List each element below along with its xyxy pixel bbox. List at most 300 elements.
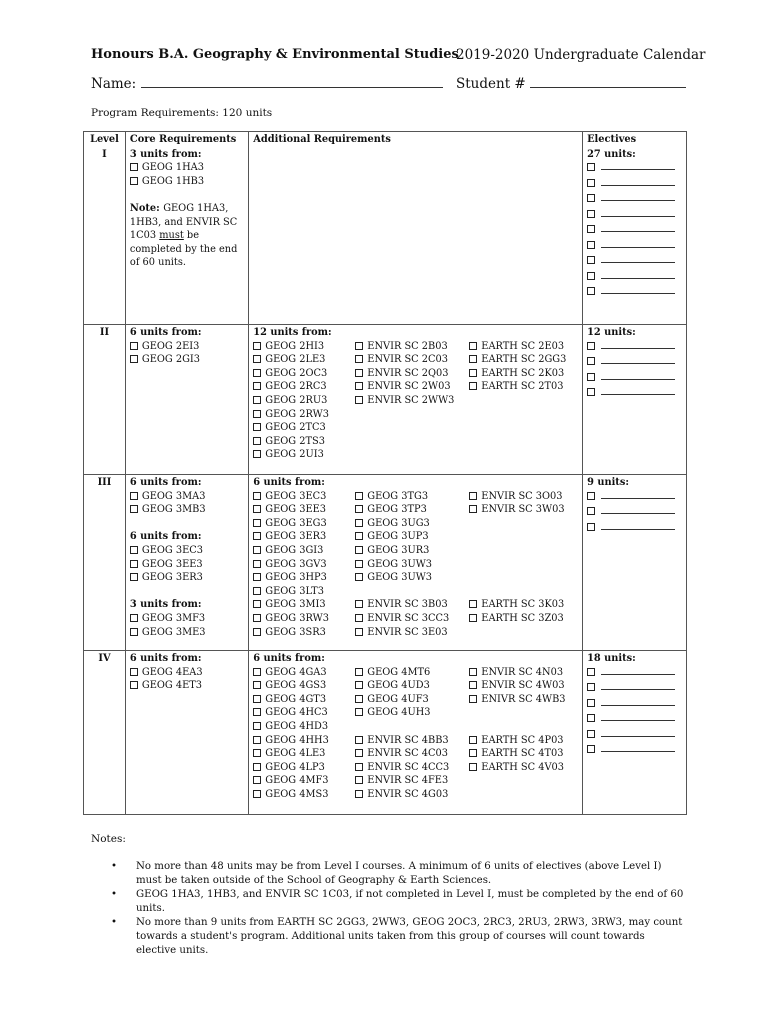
elective-line[interactable] bbox=[601, 521, 675, 530]
course-item bbox=[253, 517, 355, 531]
checkbox[interactable] bbox=[355, 560, 363, 568]
course-code: GEOG 4HD3 bbox=[265, 721, 329, 733]
checkbox[interactable] bbox=[253, 437, 261, 445]
checkbox[interactable] bbox=[355, 681, 363, 689]
checkbox[interactable] bbox=[587, 241, 595, 249]
elective-line[interactable] bbox=[601, 355, 675, 364]
group-title: 3 units from: bbox=[129, 148, 202, 160]
course-item bbox=[253, 720, 355, 734]
course-item bbox=[469, 367, 566, 381]
checkbox[interactable] bbox=[130, 546, 138, 554]
checkbox[interactable] bbox=[469, 355, 477, 363]
spacer bbox=[469, 720, 565, 734]
elective-slot[interactable] bbox=[587, 270, 682, 286]
course-code: GEOG 3UW3 bbox=[367, 572, 433, 584]
checkbox[interactable] bbox=[130, 668, 138, 676]
course-code: ENVIR SC 3W03 bbox=[481, 504, 565, 516]
checkbox[interactable] bbox=[355, 600, 363, 608]
level-cell: III bbox=[84, 475, 126, 651]
checkbox[interactable] bbox=[253, 749, 261, 757]
group-title: 6 units from: bbox=[253, 477, 325, 489]
checkbox[interactable] bbox=[130, 681, 138, 689]
additional-cell bbox=[249, 651, 583, 815]
course-code: GEOG 3MF3 bbox=[141, 613, 206, 625]
checkbox[interactable] bbox=[587, 194, 595, 202]
course-code: GEOG 3ER3 bbox=[141, 572, 203, 584]
checkbox[interactable] bbox=[355, 342, 363, 350]
checkbox[interactable] bbox=[253, 382, 261, 390]
checkbox[interactable] bbox=[253, 546, 261, 554]
checkbox[interactable] bbox=[253, 423, 261, 431]
checkbox[interactable] bbox=[355, 505, 363, 513]
course-item bbox=[130, 666, 244, 680]
course-item bbox=[253, 761, 355, 775]
checkbox[interactable] bbox=[253, 668, 261, 676]
elective-slot[interactable] bbox=[587, 254, 682, 270]
program-requirements: Program Requirements: 120 units bbox=[91, 107, 273, 119]
checkbox[interactable] bbox=[587, 730, 595, 738]
electives-cell bbox=[583, 651, 687, 815]
spacer bbox=[469, 544, 564, 558]
core-cell bbox=[125, 325, 248, 475]
elective-line[interactable] bbox=[601, 161, 675, 170]
elective-line[interactable] bbox=[601, 743, 675, 752]
electives-title: 12 units: bbox=[587, 327, 636, 339]
checkbox[interactable] bbox=[130, 560, 138, 568]
course-item bbox=[355, 612, 469, 626]
course-item bbox=[130, 679, 244, 693]
checkbox[interactable] bbox=[253, 708, 261, 716]
checkbox[interactable] bbox=[253, 790, 261, 798]
checkbox[interactable] bbox=[587, 388, 595, 396]
checkbox[interactable] bbox=[355, 532, 363, 540]
checkbox[interactable] bbox=[253, 600, 261, 608]
checkbox[interactable] bbox=[130, 355, 138, 363]
course-code: GEOG 2RW3 bbox=[265, 408, 329, 420]
elective-line[interactable] bbox=[601, 177, 675, 186]
checkbox[interactable] bbox=[253, 763, 261, 771]
course-item bbox=[355, 598, 469, 612]
course-item bbox=[355, 530, 469, 544]
course-code: GEOG 4UH3 bbox=[367, 707, 431, 719]
course-column bbox=[469, 340, 566, 462]
checkbox[interactable] bbox=[469, 505, 477, 513]
checkbox[interactable] bbox=[587, 373, 595, 381]
course-code: GEOG 2OC3 bbox=[265, 367, 328, 379]
checkbox[interactable] bbox=[253, 492, 261, 500]
course-code: ENVIR SC 4N03 bbox=[481, 666, 564, 678]
checkbox[interactable] bbox=[253, 355, 261, 363]
notes-title: Notes: bbox=[91, 833, 126, 845]
course-code: ENVIR SC 4W03 bbox=[481, 680, 565, 692]
checkbox[interactable] bbox=[253, 396, 261, 404]
checkbox[interactable] bbox=[587, 745, 595, 753]
course-item bbox=[253, 693, 355, 707]
checkbox[interactable] bbox=[469, 369, 477, 377]
elective-line[interactable] bbox=[601, 192, 675, 201]
program-title: Honours B.A. Geography & Environmental Studies bbox=[91, 47, 459, 62]
checkbox[interactable] bbox=[130, 342, 138, 350]
checkbox[interactable] bbox=[253, 681, 261, 689]
course-code: GEOG 4EA3 bbox=[141, 666, 203, 678]
course-column bbox=[355, 666, 469, 802]
course-code: EARTH SC 2T03 bbox=[481, 381, 564, 393]
course-code: GEOG 3ME3 bbox=[141, 626, 206, 638]
elective-slot[interactable] bbox=[587, 386, 682, 402]
course-item bbox=[355, 340, 469, 354]
electives-cell bbox=[583, 325, 687, 475]
checkbox[interactable] bbox=[587, 507, 595, 515]
checkbox[interactable] bbox=[253, 722, 261, 730]
course-code: GEOG 4MT6 bbox=[367, 666, 431, 678]
checkbox[interactable] bbox=[355, 396, 363, 404]
elective-slot[interactable] bbox=[587, 192, 682, 208]
elective-line[interactable] bbox=[601, 270, 675, 279]
name-field[interactable] bbox=[91, 76, 443, 92]
checkbox[interactable] bbox=[587, 699, 595, 707]
course-code: EARTH SC 2E03 bbox=[481, 340, 565, 352]
note-item: • No more than 48 units may be from Level I courses. A minimum of 6 units of electives (above Level I) must be taken outside of the School of Geography & Earth Sciences. bbox=[111, 860, 686, 888]
checkbox[interactable] bbox=[130, 163, 138, 171]
course-code: GEOG 3UW3 bbox=[367, 558, 433, 570]
elective-line[interactable] bbox=[601, 208, 675, 217]
level-row bbox=[84, 651, 687, 815]
elective-slot[interactable] bbox=[587, 490, 682, 506]
elective-line[interactable] bbox=[601, 371, 675, 380]
elective-line[interactable] bbox=[601, 223, 675, 232]
elective-slot[interactable] bbox=[587, 728, 682, 744]
checkbox[interactable] bbox=[355, 382, 363, 390]
checkbox[interactable] bbox=[587, 225, 595, 233]
course-code: ENVIR SC 3O03 bbox=[481, 490, 563, 502]
course-item bbox=[253, 598, 355, 612]
course-code: GEOG 3ER3 bbox=[265, 531, 327, 543]
checkbox[interactable] bbox=[253, 614, 261, 622]
checkbox[interactable] bbox=[587, 683, 595, 691]
checkbox[interactable] bbox=[355, 519, 363, 527]
course-item bbox=[253, 490, 355, 504]
checkbox[interactable] bbox=[587, 492, 595, 500]
header-level: Level bbox=[84, 132, 126, 147]
course-code: GEOG 3LT3 bbox=[265, 585, 324, 597]
checkbox[interactable] bbox=[253, 695, 261, 703]
course-code: EARTH SC 2GG3 bbox=[481, 354, 567, 366]
course-item bbox=[355, 761, 469, 775]
elective-slot[interactable] bbox=[587, 161, 682, 177]
checkbox[interactable] bbox=[469, 600, 477, 608]
course-item bbox=[130, 503, 244, 517]
level-cell: II bbox=[84, 325, 126, 475]
spacer bbox=[469, 530, 564, 544]
note-label: Note: bbox=[129, 202, 164, 214]
elective-slot[interactable] bbox=[587, 285, 682, 301]
checkbox[interactable] bbox=[587, 179, 595, 187]
checkbox[interactable] bbox=[253, 628, 261, 636]
elective-line[interactable] bbox=[601, 728, 675, 737]
checkbox[interactable] bbox=[355, 776, 363, 784]
student-label: Student # bbox=[456, 76, 526, 92]
checkbox[interactable] bbox=[469, 342, 477, 350]
course-item bbox=[130, 544, 244, 558]
checkbox[interactable] bbox=[469, 749, 477, 757]
spacer bbox=[469, 517, 564, 531]
checkbox[interactable] bbox=[253, 519, 261, 527]
checkbox[interactable] bbox=[253, 573, 261, 581]
checkbox[interactable] bbox=[130, 614, 138, 622]
spacer bbox=[469, 585, 564, 599]
spacer bbox=[469, 571, 564, 585]
course-columns bbox=[253, 340, 578, 462]
course-code: ENVIR SC 4BB3 bbox=[367, 734, 449, 746]
course-item bbox=[355, 490, 469, 504]
course-item bbox=[130, 558, 244, 572]
course-item bbox=[253, 421, 355, 435]
spacer bbox=[130, 188, 244, 202]
group-title: 12 units from: bbox=[253, 327, 332, 339]
checkbox[interactable] bbox=[587, 210, 595, 218]
checkbox[interactable] bbox=[587, 523, 595, 531]
checkbox[interactable] bbox=[355, 492, 363, 500]
course-code: GEOG 3UG3 bbox=[367, 517, 430, 529]
elective-slot[interactable] bbox=[587, 371, 682, 387]
course-code: GEOG 3EC3 bbox=[141, 545, 203, 557]
elective-slot[interactable] bbox=[587, 505, 682, 521]
elective-line[interactable] bbox=[601, 254, 675, 263]
course-code: ENVIR SC 4FE3 bbox=[367, 775, 449, 787]
checkbox[interactable] bbox=[469, 736, 477, 744]
course-item bbox=[253, 734, 355, 748]
checkbox[interactable] bbox=[469, 695, 477, 703]
checkbox[interactable] bbox=[587, 163, 595, 171]
course-item bbox=[253, 571, 355, 585]
core-cell bbox=[125, 475, 248, 651]
course-item bbox=[253, 774, 355, 788]
checkbox[interactable] bbox=[587, 256, 595, 264]
elective-slot[interactable] bbox=[587, 239, 682, 255]
level-row bbox=[84, 325, 687, 475]
group-title: 6 units from: bbox=[129, 477, 202, 489]
group-title: 6 units from: bbox=[253, 653, 325, 665]
checkbox[interactable] bbox=[130, 628, 138, 636]
elective-line[interactable] bbox=[601, 505, 675, 514]
course-code: GEOG 2GI3 bbox=[141, 354, 201, 366]
elective-slot[interactable] bbox=[587, 177, 682, 193]
checkbox[interactable] bbox=[469, 382, 477, 390]
course-item bbox=[253, 408, 355, 422]
course-column bbox=[355, 490, 469, 640]
course-item bbox=[253, 503, 355, 517]
checkbox[interactable] bbox=[587, 287, 595, 295]
electives-title: 18 units: bbox=[587, 653, 636, 665]
elective-slot[interactable] bbox=[587, 340, 682, 356]
checkbox[interactable] bbox=[355, 369, 363, 377]
course-code: GEOG 3UR3 bbox=[367, 545, 430, 557]
course-code: GEOG 3MI3 bbox=[265, 599, 326, 611]
course-item bbox=[130, 490, 244, 504]
elective-slot[interactable] bbox=[587, 681, 682, 697]
checkbox[interactable] bbox=[355, 763, 363, 771]
checkbox[interactable] bbox=[355, 695, 363, 703]
elective-line[interactable] bbox=[601, 712, 675, 721]
checkbox[interactable] bbox=[587, 357, 595, 365]
course-item bbox=[469, 679, 565, 693]
checkbox[interactable] bbox=[469, 492, 477, 500]
group-title: 6 units from: bbox=[129, 327, 202, 339]
student-number-line[interactable] bbox=[530, 76, 686, 88]
course-code: GEOG 4GT3 bbox=[265, 693, 327, 705]
level-cell: I bbox=[84, 147, 126, 325]
course-item bbox=[253, 367, 355, 381]
note-text: GEOG 1HA3, 1HB3, and ENVIR SC 1C03 bbox=[129, 202, 238, 242]
elective-line[interactable] bbox=[601, 681, 675, 690]
checkbox[interactable] bbox=[355, 736, 363, 744]
checkbox[interactable] bbox=[355, 355, 363, 363]
student-number-field[interactable] bbox=[456, 76, 686, 92]
checkbox[interactable] bbox=[130, 492, 138, 500]
elective-slot[interactable] bbox=[587, 223, 682, 239]
course-item bbox=[355, 679, 469, 693]
course-item bbox=[469, 340, 566, 354]
course-code: GEOG 2TC3 bbox=[265, 422, 326, 434]
checkbox[interactable] bbox=[253, 776, 261, 784]
course-code: EARTH SC 4P03 bbox=[481, 734, 564, 746]
core-note bbox=[130, 202, 244, 270]
course-code: GEOG 3HP3 bbox=[265, 572, 327, 584]
elective-line[interactable] bbox=[601, 239, 675, 248]
checkbox[interactable] bbox=[355, 628, 363, 636]
note-emphasis: must bbox=[159, 230, 184, 242]
course-item bbox=[469, 490, 564, 504]
elective-line[interactable] bbox=[601, 340, 675, 349]
course-code: GEOG 1HB3 bbox=[141, 175, 205, 187]
checkbox[interactable] bbox=[587, 714, 595, 722]
checkbox[interactable] bbox=[253, 505, 261, 513]
checkbox[interactable] bbox=[469, 763, 477, 771]
spacer bbox=[130, 517, 244, 531]
checkbox[interactable] bbox=[355, 614, 363, 622]
spacer bbox=[355, 720, 469, 734]
checkbox[interactable] bbox=[130, 573, 138, 581]
course-item bbox=[355, 353, 469, 367]
checkbox[interactable] bbox=[253, 532, 261, 540]
course-code: GEOG 4HH3 bbox=[265, 734, 329, 746]
checkbox[interactable] bbox=[587, 668, 595, 676]
checkbox[interactable] bbox=[355, 546, 363, 554]
course-code: GEOG 3TG3 bbox=[367, 490, 429, 502]
course-code: GEOG 4HC3 bbox=[265, 707, 328, 719]
checkbox[interactable] bbox=[469, 614, 477, 622]
spacer bbox=[355, 585, 469, 599]
elective-slot[interactable] bbox=[587, 743, 682, 759]
course-item bbox=[130, 175, 244, 189]
checkbox[interactable] bbox=[253, 342, 261, 350]
elective-slot[interactable] bbox=[587, 208, 682, 224]
course-code: GEOG 1HA3 bbox=[141, 162, 204, 174]
checkbox[interactable] bbox=[253, 560, 261, 568]
elective-slot[interactable] bbox=[587, 521, 682, 537]
checkbox[interactable] bbox=[469, 668, 477, 676]
additional-cell bbox=[249, 147, 583, 325]
checkbox[interactable] bbox=[253, 450, 261, 458]
checkbox[interactable] bbox=[253, 587, 261, 595]
course-item bbox=[469, 666, 565, 680]
elective-line[interactable] bbox=[601, 386, 675, 395]
course-item bbox=[253, 706, 355, 720]
course-item bbox=[355, 774, 469, 788]
course-item bbox=[355, 706, 469, 720]
course-item bbox=[355, 626, 469, 640]
course-code: GEOG 3UP3 bbox=[367, 531, 429, 543]
elective-slot[interactable] bbox=[587, 697, 682, 713]
course-code: GEOG 2EI3 bbox=[141, 340, 200, 352]
course-item bbox=[469, 353, 566, 367]
checkbox[interactable] bbox=[355, 573, 363, 581]
checkbox[interactable] bbox=[355, 790, 363, 798]
course-item bbox=[130, 353, 244, 367]
course-item bbox=[355, 571, 469, 585]
spacer bbox=[469, 558, 564, 572]
elective-slot[interactable] bbox=[587, 355, 682, 371]
elective-line[interactable] bbox=[601, 285, 675, 294]
checkbox[interactable] bbox=[253, 736, 261, 744]
checkbox[interactable] bbox=[130, 177, 138, 185]
course-code: GEOG 4GA3 bbox=[265, 666, 327, 678]
course-code: ENVIR SC 2WW3 bbox=[367, 395, 455, 407]
checkbox[interactable] bbox=[469, 681, 477, 689]
header-core: Core Requirements bbox=[125, 132, 248, 147]
checkbox[interactable] bbox=[355, 749, 363, 757]
course-code: GEOG 3EE3 bbox=[265, 504, 327, 516]
checkbox[interactable] bbox=[253, 369, 261, 377]
checkbox[interactable] bbox=[130, 505, 138, 513]
checkbox[interactable] bbox=[253, 410, 261, 418]
course-code: ENVIR SC 3CC3 bbox=[367, 613, 450, 625]
elective-slot[interactable] bbox=[587, 666, 682, 682]
note-text: be completed by the end of 60 units. bbox=[129, 230, 238, 269]
level-cell: IV bbox=[84, 651, 126, 815]
electives-cell bbox=[583, 147, 687, 325]
calendar-title: 2019-2020 Undergraduate Calendar bbox=[456, 47, 706, 63]
elective-slot[interactable] bbox=[587, 712, 682, 728]
course-item bbox=[355, 747, 469, 761]
course-code: GEOG 2RC3 bbox=[265, 381, 327, 393]
note-item: • No more than 9 units from EARTH SC 2GG3, 2WW3, GEOG 2OC3, 2RC3, 2RU3, 2RW3, 3RW3, may count towards a student's program. Additional units taken from this group of courses will count towards elective units. bbox=[111, 916, 686, 958]
checkbox[interactable] bbox=[587, 272, 595, 280]
course-item bbox=[253, 558, 355, 572]
course-code: GEOG 3EC3 bbox=[265, 490, 327, 502]
group-title: 3 units from: bbox=[129, 599, 202, 611]
course-item bbox=[355, 503, 469, 517]
course-code: GEOG 3RW3 bbox=[265, 613, 329, 625]
elective-line[interactable] bbox=[601, 666, 675, 675]
checkbox[interactable] bbox=[587, 342, 595, 350]
elective-line[interactable] bbox=[601, 697, 675, 706]
course-code: GEOG 4MS3 bbox=[265, 789, 329, 801]
course-item bbox=[469, 503, 564, 517]
course-code: GEOG 4LP3 bbox=[265, 761, 325, 773]
elective-line[interactable] bbox=[601, 490, 675, 499]
checkbox[interactable] bbox=[355, 668, 363, 676]
checkbox[interactable] bbox=[355, 708, 363, 716]
course-column bbox=[469, 666, 565, 802]
course-item bbox=[253, 585, 355, 599]
course-item bbox=[253, 340, 355, 354]
name-line[interactable] bbox=[141, 76, 443, 88]
course-item bbox=[130, 612, 244, 626]
course-code: ENIVR SC 4WB3 bbox=[481, 693, 566, 705]
course-code: GEOG 3EG3 bbox=[265, 517, 327, 529]
course-item bbox=[355, 367, 469, 381]
